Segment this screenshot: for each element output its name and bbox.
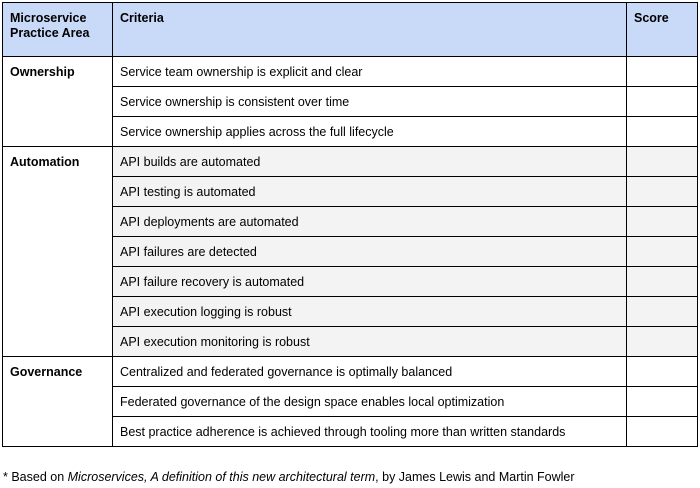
footnote-prefix: * Based on	[3, 470, 68, 484]
header-criteria: Criteria	[113, 3, 627, 57]
group-automation	[3, 147, 698, 357]
score-cell[interactable]	[627, 87, 698, 117]
score-cell[interactable]	[627, 357, 698, 387]
header-score: Score	[627, 3, 698, 57]
microservice-practice-table	[2, 2, 698, 447]
score-cell[interactable]	[627, 207, 698, 237]
practice-area-governance: Governance	[3, 357, 113, 447]
footnote-source-title: Microservices, A definition of this new architectural term	[67, 470, 376, 484]
criteria-cell: API execution monitoring is robust	[113, 327, 627, 357]
score-cell[interactable]	[627, 177, 698, 207]
score-cell[interactable]	[627, 327, 698, 357]
criteria-cell: Service ownership is consistent over time	[113, 87, 627, 117]
score-cell[interactable]	[627, 267, 698, 297]
table-row	[3, 147, 698, 177]
criteria-cell: Service ownership applies across the full lifecycle	[113, 117, 627, 147]
score-cell[interactable]	[627, 417, 698, 447]
footnote-suffix: , by James Lewis and Martin Fowler	[375, 470, 575, 484]
criteria-cell: API failure recovery is automated	[113, 267, 627, 297]
criteria-cell: Service team ownership is explicit and clear	[113, 57, 627, 87]
group-governance	[3, 357, 698, 447]
practice-area-ownership: Ownership	[3, 57, 113, 147]
score-cell[interactable]	[627, 117, 698, 147]
table-row	[3, 57, 698, 87]
criteria-cell: API builds are automated	[113, 147, 627, 177]
table-header-row	[3, 3, 698, 57]
header-practice-area: Microservice Practice Area	[3, 3, 113, 57]
criteria-cell: API failures are detected	[113, 237, 627, 267]
score-cell[interactable]	[627, 297, 698, 327]
practice-area-automation: Automation	[3, 147, 113, 357]
criteria-cell: API testing is automated	[113, 177, 627, 207]
table-row	[3, 357, 698, 387]
score-cell[interactable]	[627, 57, 698, 87]
criteria-cell: API execution logging is robust	[113, 297, 627, 327]
score-cell[interactable]	[627, 387, 698, 417]
criteria-cell: Centralized and federated governance is optimally balanced	[113, 357, 627, 387]
group-ownership	[3, 57, 698, 147]
score-cell[interactable]	[627, 237, 698, 267]
criteria-cell: API deployments are automated	[113, 207, 627, 237]
criteria-cell: Federated governance of the design space enables local optimization	[113, 387, 627, 417]
score-cell[interactable]	[627, 147, 698, 177]
criteria-cell: Best practice adherence is achieved through tooling more than written standards	[113, 417, 627, 447]
footnote	[3, 470, 575, 484]
